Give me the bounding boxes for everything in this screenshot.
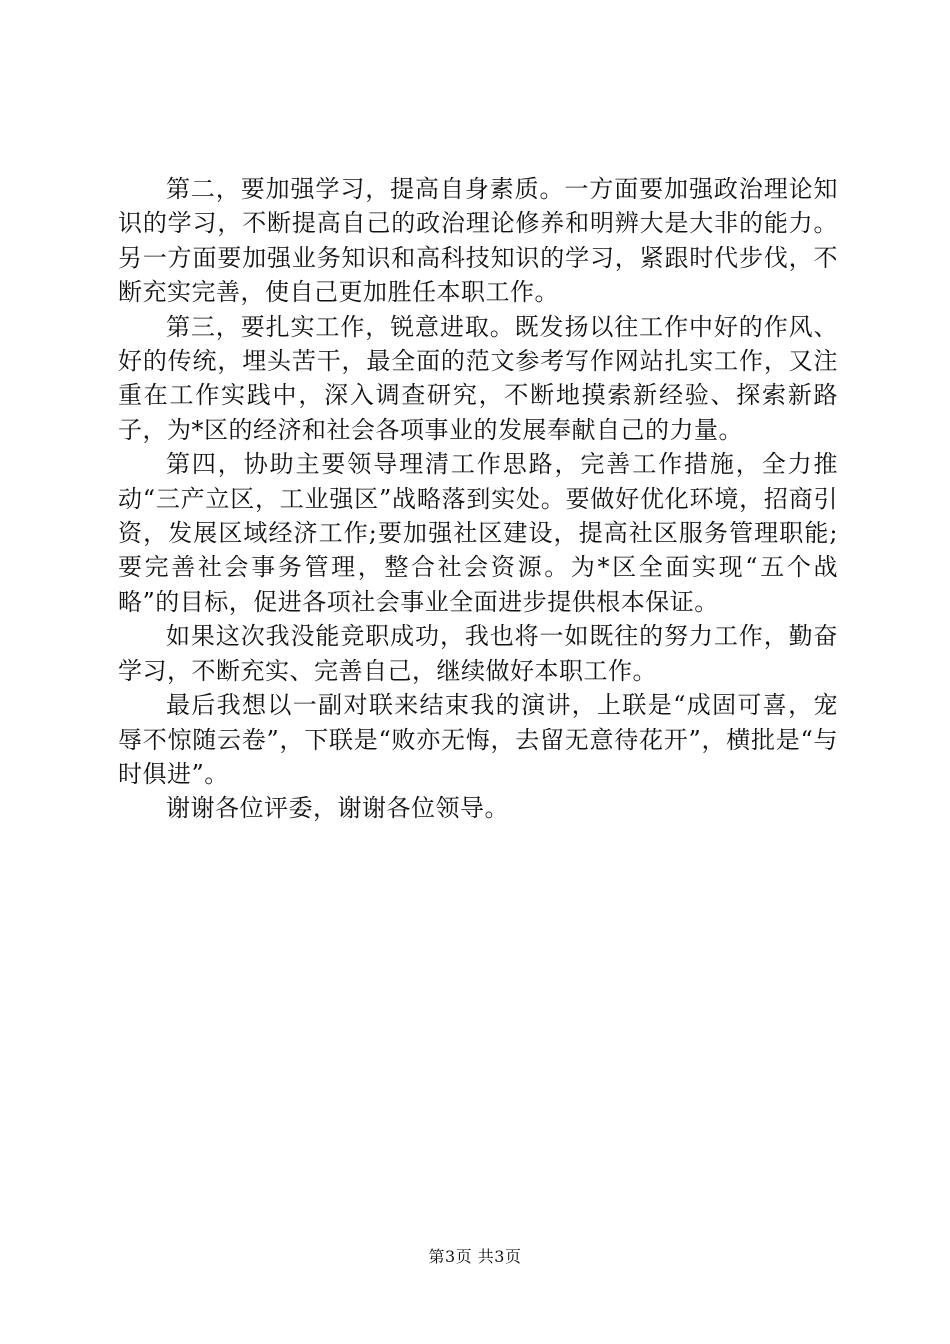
paragraph-work: 第三，要扎实工作，锐意进取。既发扬以往工作中好的作风、好的传统，埋头苦干，最全面的范文参考写作网站扎实工作，又注重在工作实践中，深入调查研究，不断地摸索新经验、探索新路子，为*区的经济和社会各项事业的发展奉献自己的力量。 — [118, 312, 838, 444]
paragraph-if-fail: 如果这次我没能竞职成功，我也将一如既往的努力工作，勤奋学习，不断充实、完善自己，继续做好本职工作。 — [118, 622, 838, 685]
paragraph-study: 第二，要加强学习，提高自身素质。一方面要加强政治理论知识的学习，不断提高自己的政治理论修养和明辨大是大非的能力。另一方面要加强业务知识和高科技知识的学习，紧跟时代步伐，不断充实完善，使自己更加胜任本职工作。 — [118, 175, 838, 307]
paragraph-thanks: 谢谢各位评委，谢谢各位领导。 — [166, 794, 509, 823]
paragraph-couplet: 最后我想以一副对联来结束我的演讲，上联是“成固可喜，宠辱不惊随云卷”，下联是“败亦无悔，去留无意待花开”，横批是“与时俱进”。 — [118, 691, 838, 788]
page-number-footer: 第3页 共3页 — [428, 1247, 522, 1266]
document-body — [118, 172, 838, 826]
paragraph-assist: 第四，协助主要领导理清工作思路，完善工作措施，全力推动“三产立区，工业强区”战略落到实处。要做好优化环境，招商引资，发展区域经济工作;要加强社区建设，提高社区服务管理职能;要完善社会事务管理，整合社会资源。为*区全面实现“五个战略”的目标，促进各项社会事业全面进步提供根本保证。 — [118, 450, 838, 616]
